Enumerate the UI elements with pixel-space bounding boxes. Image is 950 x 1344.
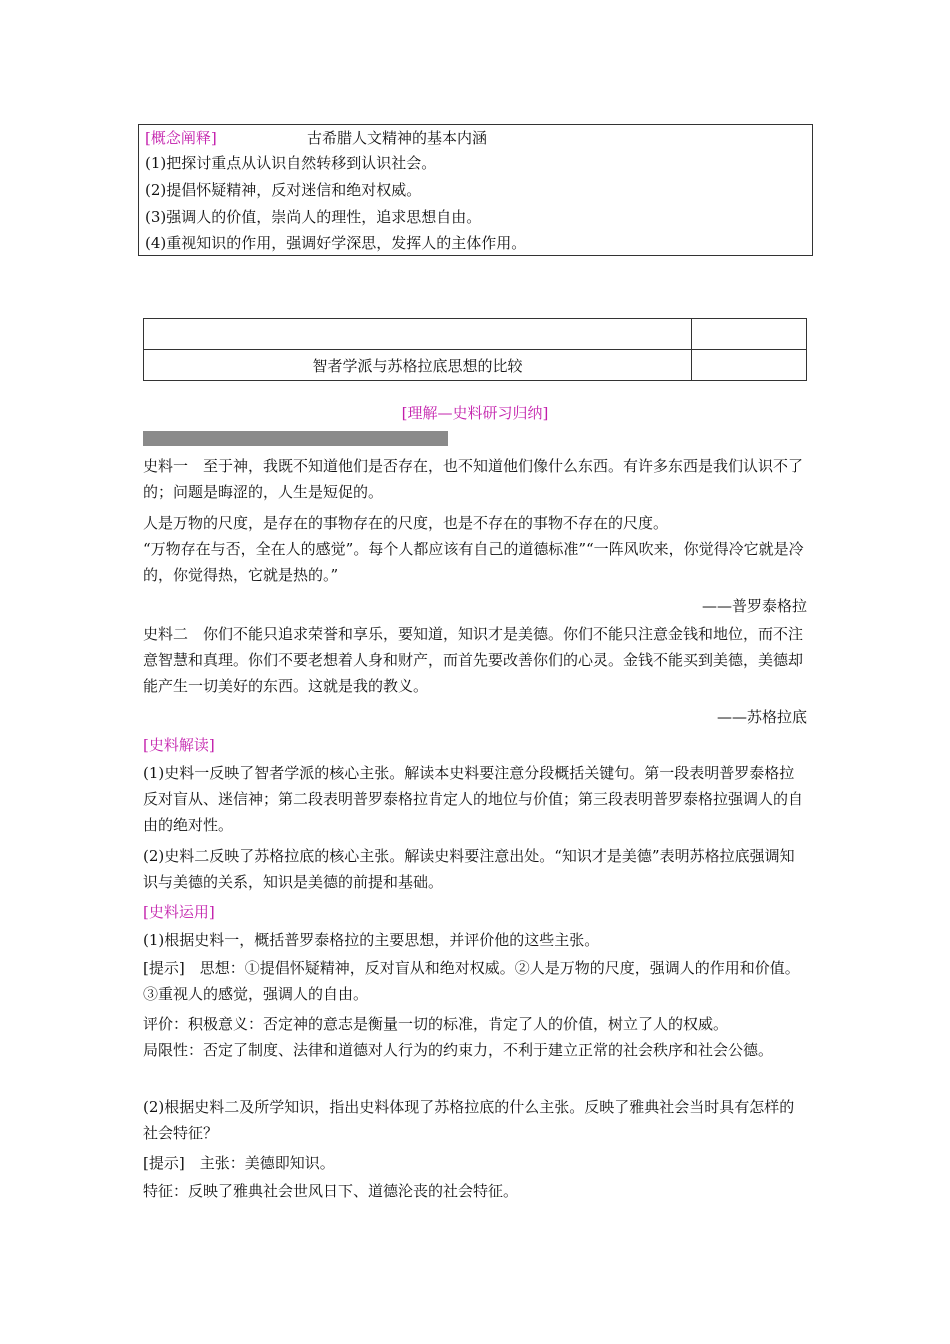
answer-1: [提示] 思想：①提倡怀疑精神，反对盲从和绝对权威。②人是万物的尺度，强调人的作用和价值。③重视人的感觉，强调人的自由。 xyxy=(143,959,800,1003)
interpretation-paragraph: (2)史料二反映了苏格拉底的核心主张。解读史料要注意出处。“知识才是美德”表明苏格拉底强调知识与美德的关系，知识是美德的前提和基础。 xyxy=(143,847,795,891)
question-2: (2)根据史料二及所学知识，指出史料体现了苏格拉底的什么主张。反映了雅典社会当时具有怎样的社会特征？ xyxy=(143,1098,795,1142)
table-caption-cell: 智者学派与苏格拉底思想的比较 xyxy=(144,350,692,381)
source2-paragraph: 史料二 你们不能只追求荣誉和享乐，要知道，知识才是美德。你们不能只注意金钱和地位，而不注意智慧和真理。你们不要老想着人身和财产，而首先要改善你们的心灵。金钱不能买到美德，美德却能产生一切美好的东西。这就是我的教义。 xyxy=(143,625,804,695)
answer-1-evaluation: 评价：积极意义：否定神的意志是衡量一切的标准，肯定了人的价值，树立了人的权威。 xyxy=(143,1015,729,1033)
concept-item: (3)强调人的价值，崇尚人的理性，追求思想自由。 xyxy=(145,208,482,226)
table-row xyxy=(144,350,807,381)
application-label: [史料运用] xyxy=(143,903,215,921)
interpretation-paragraph: (1)史料一反映了智者学派的核心主张。解读本史料要注意分段概括关键句。第一段表明普罗泰格拉反对盲从、迷信神；第二段表明普罗泰格拉肯定人的地位与价值；第三段表明普罗泰格拉强调人的自由的绝对性。 xyxy=(143,764,804,834)
concept-label: [概念阐释] xyxy=(145,129,217,147)
question-1: (1)根据史料一，概括普罗泰格拉的主要思想，并评价他的这些主张。 xyxy=(143,931,600,949)
concept-box xyxy=(138,124,813,256)
concept-item: (1)把探讨重点从认识自然转移到认识社会。 xyxy=(145,154,437,172)
answer-1-limitation: 局限性：否定了制度、法律和道德对人行为的约束力，不利于建立正常的社会秩序和社会公德。 xyxy=(143,1041,774,1059)
answer-2: [提示] 主张：美德即知识。 xyxy=(143,1154,335,1172)
source1-attribution: ——普罗泰格拉 xyxy=(701,597,807,615)
table-cell xyxy=(692,319,807,350)
concept-title: 古希腊人文精神的基本内涵 xyxy=(307,129,488,147)
source1-paragraph: 人是万物的尺度，是存在的事物存在的尺度，也是不存在的事物不存在的尺度。 xyxy=(143,514,669,532)
comparison-table xyxy=(143,318,807,381)
section-title: [理解—史料研习归纳] xyxy=(401,404,549,422)
table-cell xyxy=(692,350,807,381)
source2-attribution: ——苏格拉底 xyxy=(716,708,807,726)
concept-item: (4)重视知识的作用，强调好学深思，发挥人的主体作用。 xyxy=(145,234,527,252)
source1-paragraph: “万物存在与否，全在人的感觉”。每个人都应该有自己的道德标准”“一阵风吹来，你觉得冷它就是冷的，你觉得热，它就是热的。” xyxy=(143,540,804,584)
source1-paragraph: 史料一 至于神，我既不知道他们是否存在，也不知道他们像什么东西。有许多东西是我们认识不了的；问题是晦涩的，人生是短促的。 xyxy=(143,457,804,501)
answer-2-feature: 特征：反映了雅典社会世风日下、道德沦丧的社会特征。 xyxy=(143,1182,519,1200)
table-cell xyxy=(144,319,692,350)
concept-item: (2)提倡怀疑精神，反对迷信和绝对权威。 xyxy=(145,181,422,199)
section-bar xyxy=(143,431,448,446)
table-row xyxy=(144,319,807,350)
interpretation-label: [史料解读] xyxy=(143,736,215,754)
